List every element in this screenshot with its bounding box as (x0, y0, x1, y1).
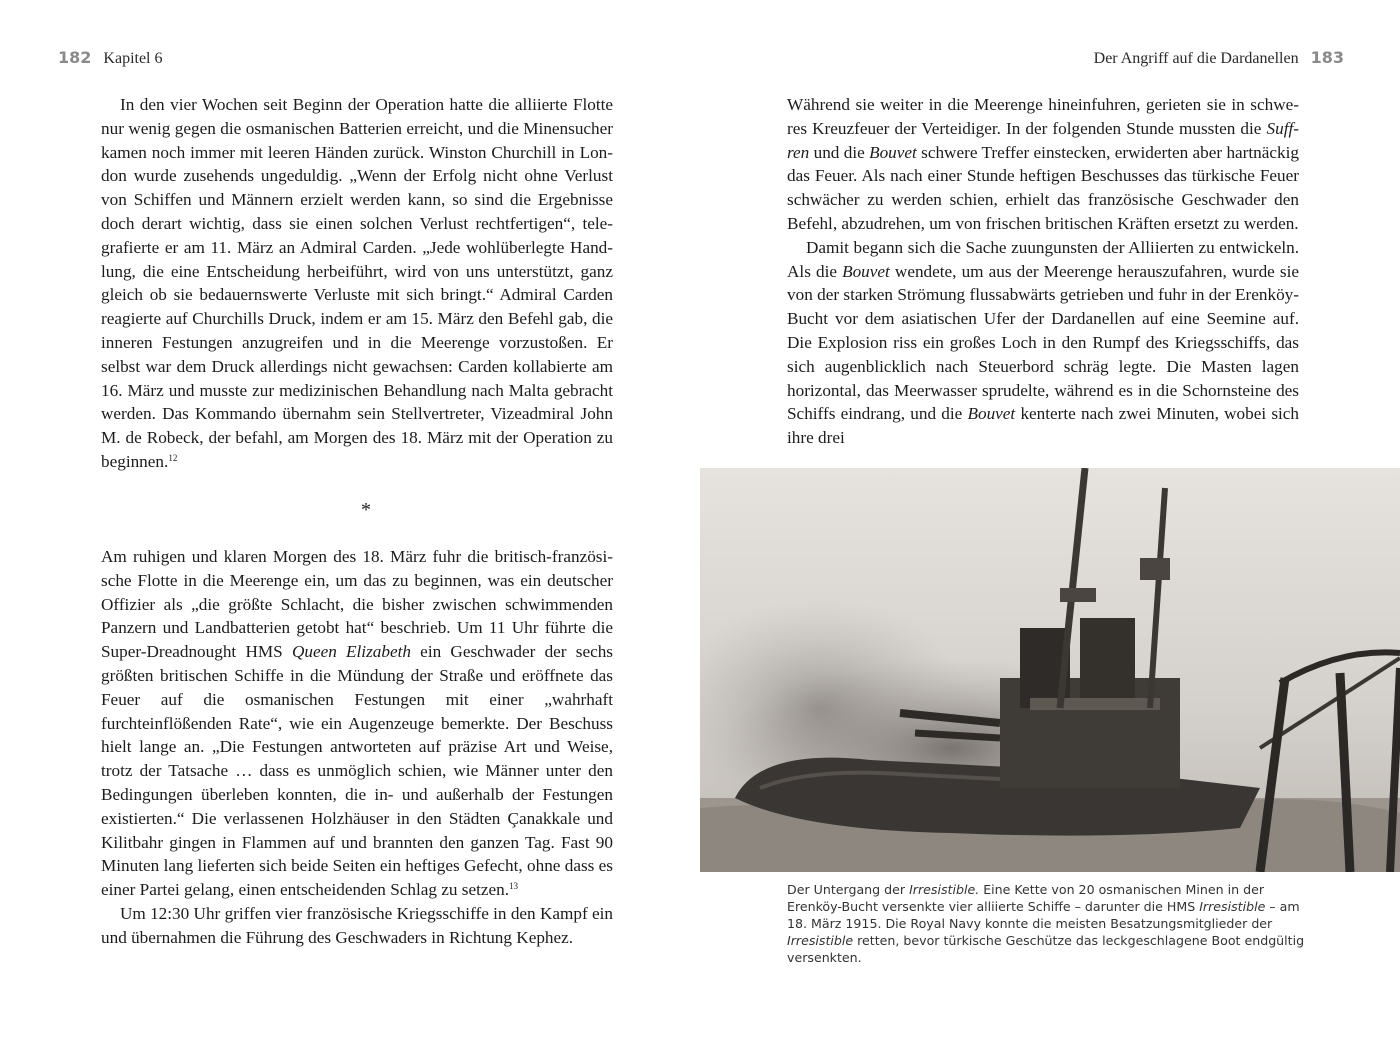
paragraph-text: Damit begann sich die Sache zuungunsten der Alliierten zu entwickeln. Als die (787, 237, 1299, 281)
page-number-right: 183 (1310, 48, 1344, 67)
left-column-top (101, 93, 613, 474)
running-header-right (1094, 48, 1344, 69)
ship-name: Bouvet (967, 404, 1016, 424)
paragraph-text: wendete, um aus der Meerenge herauszufahren, wurde sie von der starken Strömung flussabwärts getrieben und fuhr in der Erenköy-Bucht vor dem asiatischen Ufer der Dardanellen auf eine Seemine auf. Die Explosion riss ein großes Loch in den Rumpf des Kriegsschiffs, das sich augenblicklich nach Steuerbord schräg legte. Die Masten lagen horizontal, das Meerwasser sprudelte, während es in die Schornsteine des Schiffs eindrang, und die (787, 261, 1299, 424)
paragraph (787, 93, 1299, 236)
caption-text: retten, bevor türkische Geschütze das leckgeschlagene Boot endgültig versenkten. (787, 933, 1305, 965)
section-title: Der Angriff auf die Dardanellen (1093, 50, 1299, 67)
paragraph (787, 236, 1299, 450)
caption-text: – am 18. März 1915. Die Royal Navy konnte die meisten Besatzungsmitglieder der (787, 899, 1300, 931)
paragraph (101, 93, 613, 474)
paragraph (101, 902, 613, 950)
left-column-bottom (101, 545, 613, 950)
paragraph-text: In den vier Wochen seit Beginn der Operation hatte die alliierte Flotte nur wenig gegen die osmanischen Batterien erreicht, und die Minensucher kamen noch immer mit leeren Händen zurück. Winston Churchill in London wurde zusehends ungeduldig. „Wenn der Erfolg nicht ohne Verlust von Schiffen und Männern erzielt werden kann, so sind die Ergebnisse doch derart wichtig, dass sie einen solchen Verlust rechtfertigen“, telegrafierte er am 11. März an Admiral Carden. „Jede wohlüberlegte Handlung, die eine Entscheidung herbeiführt, wird von uns unterstützt, ganz gleich ob sie bedauernswerte Verluste mit sich bringt.“ Admiral Carden reagierte auf Churchills Druck, indem er am 15. März den Befehl gab, die inneren Festungen anzugreifen und in die Meerenge vorzustoßen. Er selbst war dem Druck allerdings nicht gewachsen: Carden kollabierte am 16. März und musste zur medizinischen Behandlung nach Malta gebracht werden. Das Kommando übernahm sein Stellvertreter, Vizeadmiral John M. de Robeck, der befahl, am Morgen des 18. März mit der Operation zu beginnen. (101, 95, 613, 471)
photo-illustration (700, 468, 1400, 872)
ship-name: Bouvet (842, 261, 890, 281)
section-separator: * (361, 499, 371, 521)
running-header-left (58, 48, 163, 69)
caption-text: Der Untergang der (787, 882, 910, 897)
paragraph (101, 545, 613, 902)
footnote-marker: 12 (168, 452, 178, 463)
ship-name: Suffren (787, 118, 1299, 162)
paragraph-text: kenterte nach zwei Minuten, wobei sich ihre drei (787, 404, 1300, 448)
paragraph-text: schwere Treffer einstecken, erwiderten aber hartnäckig das Feuer. Als nach einer Stunde heftigen Beschusses das türkische Feuer schwächer zu werden schien, erhielt das französische Geschwader den Befehl, abzudrehen, um von frischen britischen Kräften ersetzt zu werden. (787, 142, 1299, 233)
ship-name: Queen Elizabeth (291, 642, 411, 662)
paragraph-text: Am ruhigen und klaren Morgen des 18. März fuhr die britisch-französische Flotte in die Meerenge ein, um das zu beginnen, was ein deutscher Offizier als „die größte Schlacht, die bisher zwischen schwimmenden Panzern und Landbatterien getobt hat“ beschrieb. Um 11 Uhr führte die Super-Dreadnought HMS (101, 547, 613, 662)
paragraph-text: und die (809, 142, 870, 162)
footnote-marker: 13 (509, 881, 519, 892)
page-number-left: 182 (58, 48, 92, 67)
caption-text: Eine Kette von 20 osmanischen Minen in der Erenköy-Bucht versenkte vier alliierte Schiffe – darunter die HMS (787, 882, 1265, 914)
photo-caption (787, 881, 1317, 966)
paragraph-text: ein Geschwader der sechs größten britischen Schiffe in die Mündung der Straße und eröffnete das Feuer auf die osmanischen Festungen mit einer „wahrhaft furchteinflößenden Rate“, wie ein Augenzeuge bemerkte. Der Beschuss hielt lange an. „Die Festungen antworteten auf präzise Art und Weise, trotz der Tatsache … dass es unmöglich schien, wie Männer unter den Bedingungen überleben konnten, die in- und außerhalb der Festungen existierten.“ Die verlassenen Holzhäuser in den Städten Çanakkale und Kilitbahr gingen in Flammen auf und brannten den ganzen Tag. Fast 90 Minuten lang lieferten sich beide Seiten ein heftiges Gefecht, ohne dass es einer Partei gelang, einen entscheidenden Schlag zu setzen. (101, 642, 613, 900)
right-column-top (787, 93, 1299, 450)
ship-name: Irresistible. (909, 882, 980, 897)
paragraph-text: Um 12:30 Uhr griffen vier französische Kriegsschiffe in den Kampf ein und übernahmen die Führung des Geschwaders in Richtung Kephez. (101, 903, 613, 947)
ship-name: Bouvet (869, 142, 917, 162)
chapter-title: Kapitel 6 (103, 50, 163, 67)
sinking-warship-photo (700, 468, 1400, 872)
paragraph-text: Während sie weiter in die Meerenge hineinfuhren, gerieten sie in schweres Kreuzfeuer der Verteidiger. In der folgenden Stunde mussten die (787, 95, 1299, 138)
ship-name: Irresistible (1199, 899, 1266, 914)
ship-name: Irresistible (787, 933, 854, 948)
